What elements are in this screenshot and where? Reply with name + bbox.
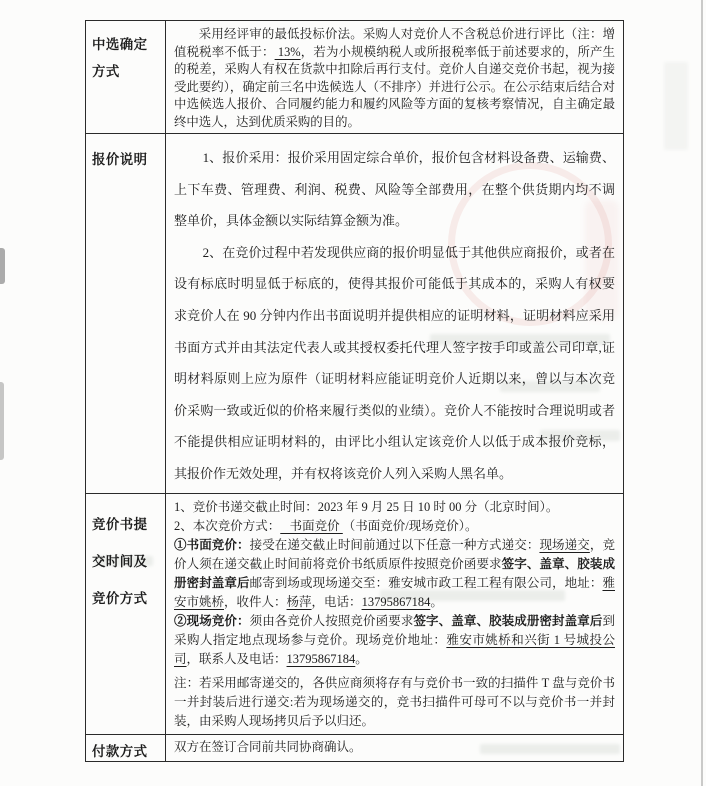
text-segment: 签字、盖章、胶装成册密封盖章后 — [413, 614, 603, 628]
row-content-selection-method — [166, 21, 623, 133]
paragraph — [174, 536, 615, 612]
text-segment: ①书面竞价： — [174, 538, 250, 552]
text-segment: 到采购人指定地点现场参与竞价。现场竞价地址： — [174, 614, 615, 647]
paragraph — [174, 517, 615, 536]
text-segment: ，竞价人须在递交截止时间前将竞价书纸质原件按照竞价函要求 — [174, 538, 615, 571]
paragraph — [174, 674, 615, 731]
scan-smudge — [0, 248, 5, 284]
text-segment: 采用经评审的最低投标价法。采购人对竞价人不含税总价进行评比（注：增值税税率不低于： — [174, 27, 615, 59]
underlined-text: 杨萍 — [286, 595, 312, 609]
underlined-text: 雅安市姚桥和兴街 1 号城投公司 — [174, 633, 615, 666]
table-row-selection-method — [86, 21, 623, 133]
row-label-selection-method: 中选确定方式 — [86, 21, 166, 133]
paragraph — [174, 612, 615, 669]
row-label-submission-time-and-method: 竞价书提交时间及竞价方式 — [86, 494, 166, 734]
text-segment: 签字、盖章、胶装成册密封盖章后 — [174, 557, 615, 590]
text-segment: 2、在竞价过程中若发现供应商的报价明显低于其他供应商报价，或者在设有标底时明显低于标底的，使得其报价可能低于其成本的，采购人有权要求竞价人在 90 分钟内作出书面说明并提供相应的证明材料，证明材料应采用书面方式并由其法定代表人或其授权委托代理人签字按手印或盖公司印章,证明材料原则上应为原件（证明材料应能证明竞价人近期以来，曾以与本次竞价采购一致或近似的价格来履行类似的业绩）。竞价人不能按时合理说明或者不能提供相应证明材料的，由评比小组认定该竞价人以低于成本报价竞标，其报价作无效处理，并有权将该竞价人列入采购人黑名单。 — [174, 244, 615, 481]
paragraph — [174, 142, 615, 237]
text-segment: 。 — [430, 595, 443, 609]
underlined-text: 13% — [274, 44, 301, 59]
underlined-text: 现场递交 — [539, 538, 590, 552]
text-segment: 邮寄到场或现场递交至：雅安城市政工程工程有限公司，地址： — [249, 576, 603, 590]
table-row-quotation-notes — [86, 133, 623, 493]
underlined-text: 书面竞价 — [280, 519, 343, 533]
text-segment: 。 — [355, 652, 368, 666]
text-segment: ，联系人及电话： — [186, 652, 287, 666]
bleedthrough-text-artifact — [664, 62, 688, 150]
underlined-text: 雅安市姚桥 — [174, 576, 615, 609]
text-segment: 双方在签订合同前共同协商确认。 — [174, 740, 362, 754]
paragraph — [174, 26, 615, 131]
row-content-payment-method — [166, 735, 623, 761]
row-label-quotation-notes: 报价说明 — [86, 134, 166, 493]
text-segment: 须由各竞价人按照竞价函要求 — [249, 614, 414, 628]
text-segment: ，若为小规模纳税人或所报税率低于前述要求的，所产生的税差，采购人有权在货款中扣除后再行支付。竞价人自递交竞价书起，视为接受此要约），确定前三名中选候选人（不排序）并进行公示。在公示结束后结合对中选候选人报价、合同履约能力和履约风险等方面的复核考察情况，自主确定最终中选人，达到优质采购的目的。 — [174, 44, 616, 129]
text-segment: 1、竞价书递交截止时间：2023 年 9 月 25 日 10 时 00 分（北京时间）。 — [174, 500, 559, 514]
underlined-text: 13795867184 — [361, 595, 431, 609]
text-segment: ，电话： — [311, 595, 362, 609]
text-segment: 2、本次竞价方式： — [174, 519, 281, 533]
scan-smudge — [0, 382, 4, 460]
paragraph — [174, 237, 615, 490]
text-segment: ，收件人： — [224, 595, 287, 609]
text-segment: ②现场竞价： — [174, 614, 250, 628]
paragraph — [174, 498, 615, 517]
text-segment: 接受在递交截止时间前通过以下任意一种方式递交： — [249, 538, 540, 552]
row-label-payment-method: 付款方式 — [86, 735, 166, 761]
page-scan-edge-line — [701, 0, 703, 786]
row-content-quotation-notes — [166, 134, 623, 493]
procurement-terms-table — [85, 20, 624, 762]
text-segment: （书面竞价/现场竞价）。 — [342, 519, 478, 533]
row-content-submission-time-and-method — [166, 494, 623, 734]
table-row-submission-time-and-method — [86, 493, 623, 734]
underlined-text: 13795867184 — [286, 652, 356, 666]
text-segment: 1、报价采用：报价采用固定综合单价，报价包含材料设备费、运输费、上下车费、管理费、利润、税费、风险等全部费用，在整个供货期内均不调整单价，具体金额以实际结算金额为准。 — [174, 150, 615, 229]
text-segment: 注：若采用邮寄递交的，各供应商须将存有与竞价书一致的扫描件 T 盘与竞价书一并封装后进行递交:若为现场递交的，竞书扫描件可母可不以与竞价书一并封装，由采购人现场拷贝后予以归还。 — [174, 676, 615, 728]
paragraph — [174, 738, 615, 756]
table-row-payment-method — [86, 734, 623, 761]
